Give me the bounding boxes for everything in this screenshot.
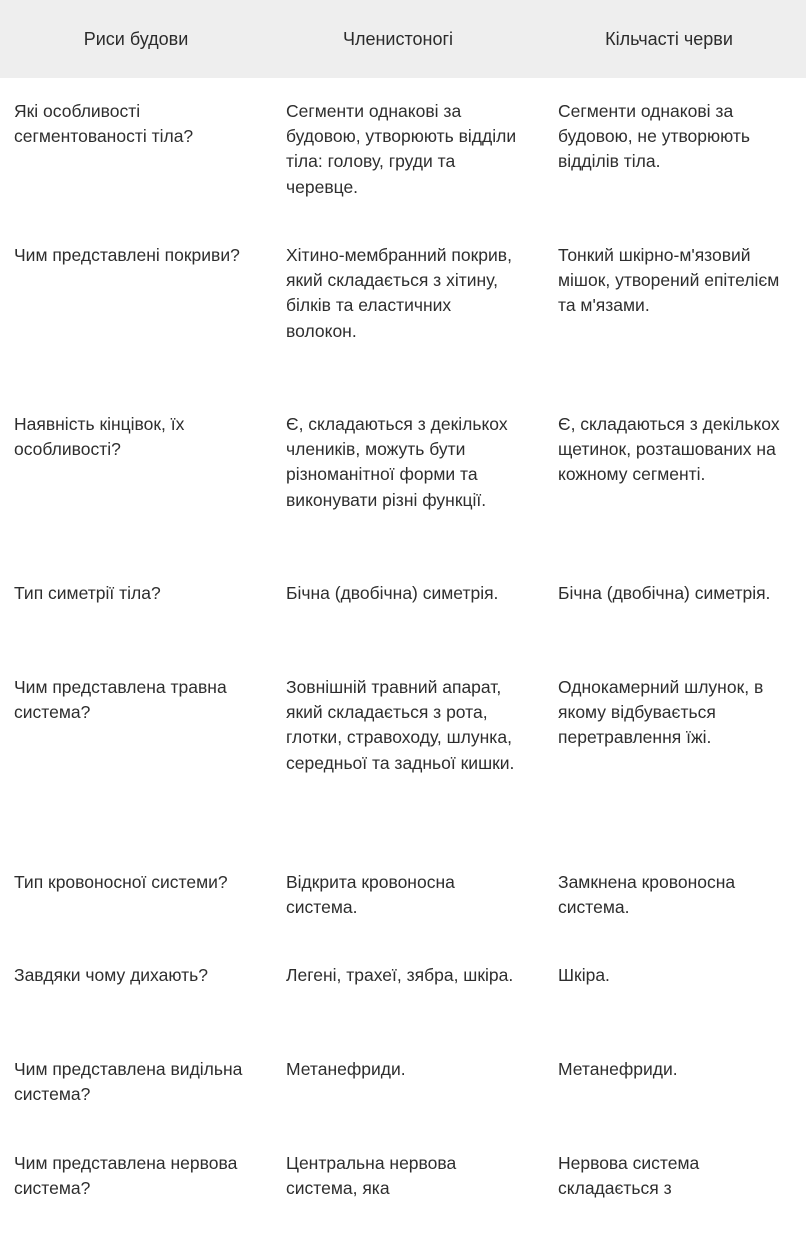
row-arthropods-answer: Бічна (двобічна) симетрія. [286, 583, 499, 603]
row-question: Завдяки чому дихають? [14, 965, 208, 985]
row-annelids-answer: Метанефриди. [558, 1059, 678, 1079]
row-arthropods-answer: Сегменти однакові за будовою, утворюють відділи тіла: голову, груди та черевце. [286, 101, 517, 197]
header-arthropods: Членистоногі [342, 29, 454, 49]
row-annelids-answer: Замкнена кровоносна система. [558, 872, 736, 918]
row-annelids-answer: Шкіра. [558, 965, 610, 985]
row-arthropods-answer: Зовнішній травний апарат, який складається з рота, глотки, стравоходу, шлунка, середньої та задньої кишки. [286, 677, 515, 773]
row-annelids-answer: Бічна (двобічна) симетрія. [558, 583, 771, 603]
row-annelids-answer: Нервова система складається з [558, 1153, 700, 1199]
row-arthropods-answer: Є, складаються з декількох члеників, можуть бути різноманітної форми та виконувати різні функції. [286, 414, 508, 510]
row-arthropods-answer: Метанефриди. [286, 1059, 406, 1079]
row-question: Тип симетрії тіла? [14, 583, 161, 603]
row-annelids-answer: Однокамерний шлунок, в якому відбувається перетравлення їжі. [558, 677, 764, 748]
header-features: Риси будови [83, 29, 189, 49]
row-question: Наявність кінцівок, їх особливості? [14, 414, 185, 460]
header-annelids: Кільчасті черви [605, 29, 733, 49]
row-arthropods-answer: Легені, трахеї, зябра, шкіра. [286, 965, 514, 985]
row-question: Тип кровоносної системи? [14, 872, 228, 892]
table-header [0, 0, 806, 78]
row-arthropods-answer: Відкрита кровоносна система. [286, 872, 455, 918]
row-annelids-answer: Сегменти однакові за будовою, не утворюють відділів тіла. [558, 101, 751, 172]
row-question: Чим представлена видільна система? [14, 1059, 243, 1105]
row-arthropods-answer: Центральна нервова система, яка [286, 1153, 457, 1199]
row-question: Чим представлена нервова система? [14, 1153, 238, 1199]
row-arthropods-answer: Хітино-мембранний покрив, який складається з хітину, білків та еластичних волокон. [286, 245, 512, 341]
row-question: Які особливості сегментованості тіла? [14, 101, 194, 147]
row-question: Чим представлені покриви? [14, 245, 240, 265]
row-annelids-answer: Тонкий шкірно-м'язовий мішок, утворений епітелієм та м'язами. [558, 245, 780, 316]
row-annelids-answer: Є, складаються з декількох щетинок, розташованих на кожному сегменті. [558, 414, 780, 485]
row-question: Чим представлена травна система? [14, 677, 227, 723]
